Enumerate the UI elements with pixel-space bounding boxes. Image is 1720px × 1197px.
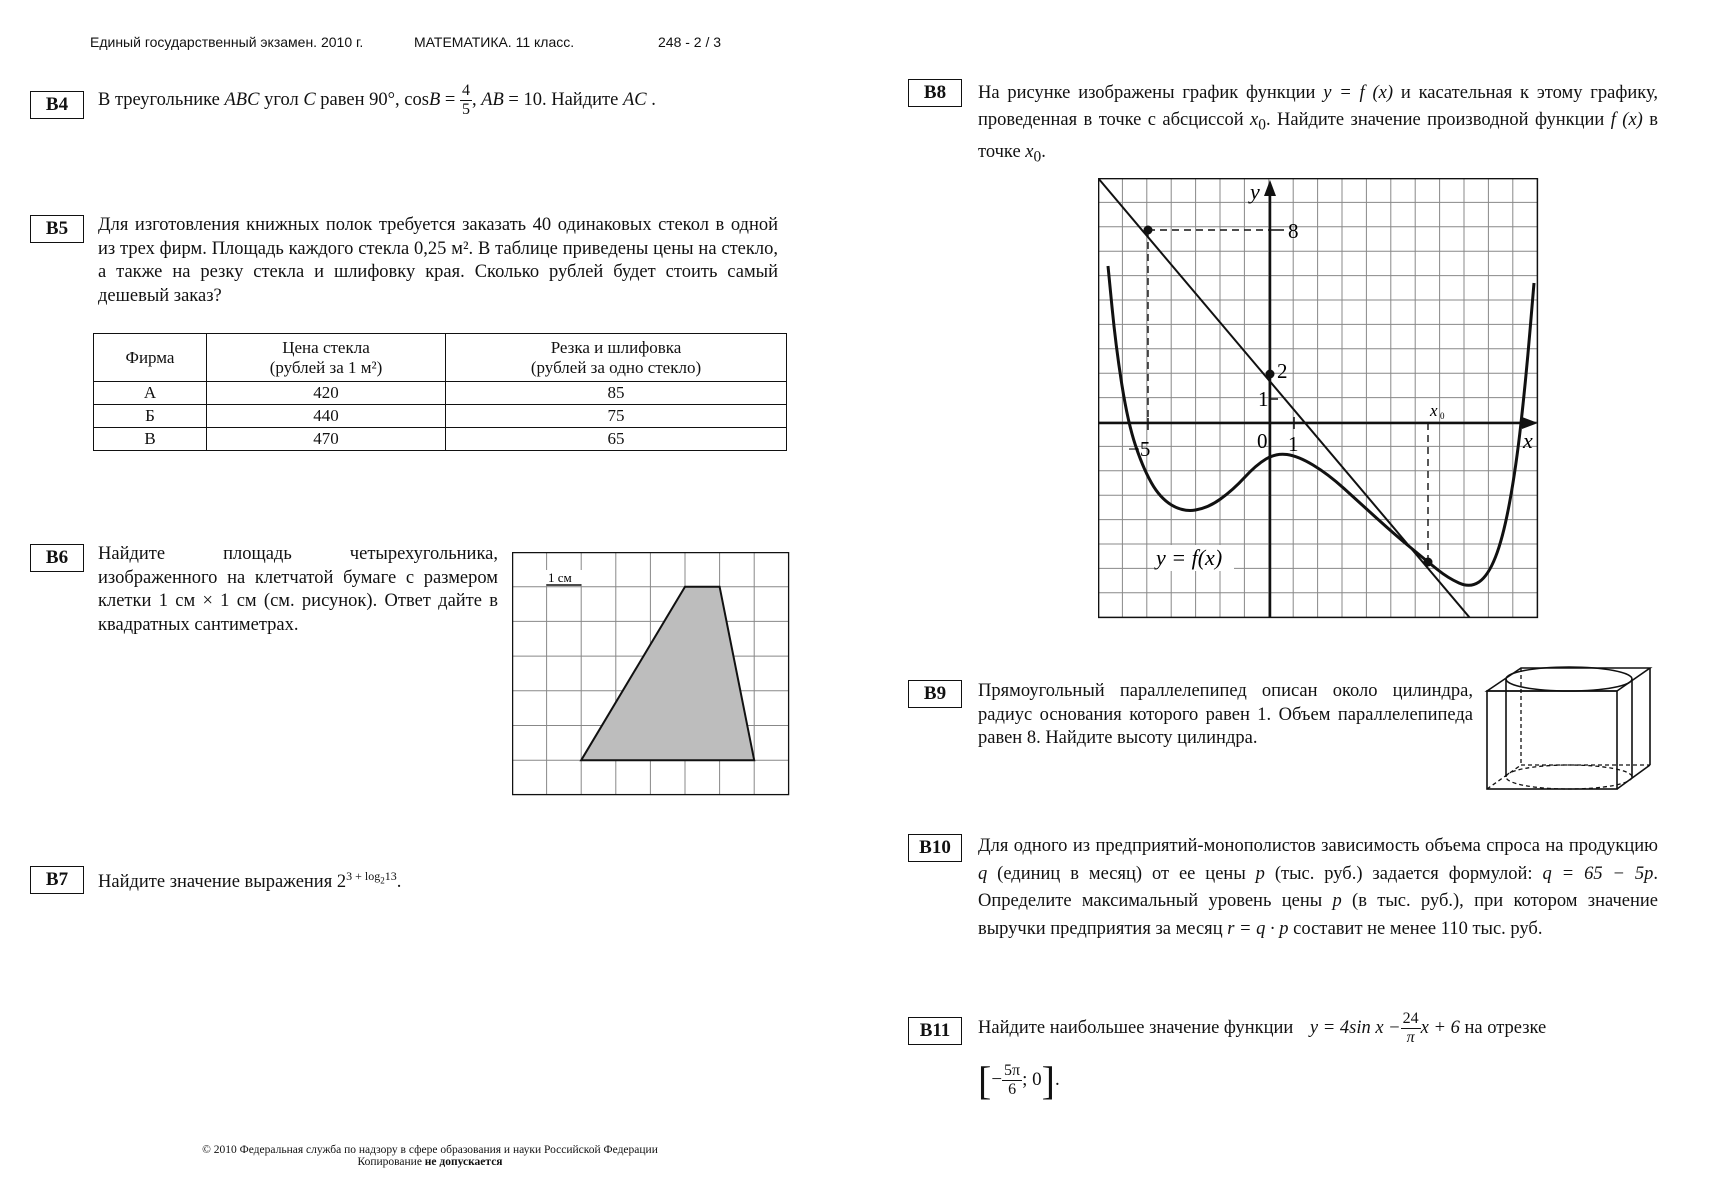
fraction-24-pi: $\frac{24}{\pi}$ [1402, 1010, 1419, 1046]
task-label-b7: B7 [30, 866, 84, 894]
task-b8-text: На рисунке изображены график функции y = f (x) и касательная к этому графику, проведенная в точке с абсциссой $x_0$. Найдите значение производной функции f (x) в точке $x_0$. [978, 83, 1658, 166]
quadrilateral-shape [581, 587, 754, 761]
svg-text:8: 8 [1288, 219, 1299, 243]
price-table [93, 333, 787, 451]
svg-text:1: 1 [1258, 387, 1269, 411]
header-exam: Единый государственный экзамен. 2010 г. [90, 34, 364, 50]
function-curve [1108, 266, 1534, 585]
col-price: Цена стекла (рублей за 1 м²) [207, 334, 446, 382]
svg-text:2: 2 [1277, 359, 1288, 383]
task-label-b6: B6 [30, 544, 84, 572]
cylinder-box-figure [1483, 664, 1653, 794]
task-b4-text: В треугольнике ABC угол C равен 90°, cosB = $\frac{4}{5}$ , AB = 10. Найдите AC . [98, 82, 656, 118]
fraction-5pi-6: $\frac{5\pi}{6}$ [1004, 1062, 1021, 1098]
task-label-b8: B8 [908, 79, 962, 107]
task-b10-text: Для одного из предприятий-монополистов зависимость объема спроса на продукцию q (единиц в месяц) от ее цены p (тыс. руб.) задается формулой: q = 65 − 5p. Определите максимальный уровень цены p (в тыс. руб.), при котором значение выручки предприятия за месяц r = q · p составит не менее 110 тыс. руб. [978, 836, 1659, 939]
task-label-b5: B5 [30, 215, 84, 243]
svg-text:−5: −5 [1128, 437, 1151, 461]
task-b7-text: Найдите значение выражения $2^{3 + log_213}$. [98, 869, 402, 893]
svg-text:0: 0 [1257, 429, 1268, 453]
task-b6-text: Найдите площадь четырехугольника, изображенного на клетчатой бумаге с размером клетки 1 см × 1 см (см. рисунок). Ответ дайте в квадратных сантиметрах. [98, 544, 498, 635]
graph-b8 [1098, 178, 1540, 620]
table-row: А 420 85 [94, 382, 787, 405]
header-page: 248 - 2 / 3 [658, 34, 722, 50]
task-b11-interval: [− $\frac{5\pi}{6}$ ; 0]. [978, 1057, 1060, 1103]
svg-text:y: y [1250, 179, 1260, 204]
header-subject: МАТЕМАТИКА. 11 класс. [414, 34, 575, 50]
grid-figure-b6 [512, 552, 791, 797]
task-label-b11: B11 [908, 1017, 962, 1045]
task-label-b4: B4 [30, 91, 84, 119]
task-b5-text: Для изготовления книжных полок требуется заказать 40 одинаковых стекол в одной из трех фирм. Площадь каждого стекла 0,25 м². В таблице приведены цены на стекло, а также на резку стекла и шлифовку края. Сколько рублей будет стоить самый дешевый заказ? [98, 215, 778, 306]
table-row: В 470 65 [94, 428, 787, 451]
table-row: Б 440 75 [94, 405, 787, 428]
col-firm: Фирма [94, 334, 207, 382]
task-label-b10: B10 [908, 834, 962, 862]
svg-text:0: 0 [1440, 411, 1445, 421]
col-cut: Резка и шлифовка (рублей за одно стекло) [446, 334, 787, 382]
svg-text:x: x [1523, 428, 1533, 453]
svg-text:1: 1 [1288, 432, 1299, 456]
svg-text:x: x [1430, 401, 1438, 420]
fraction-4-5: $\frac{4}{5}$ [461, 82, 470, 118]
task-label-b9: B9 [908, 680, 962, 708]
task-b9-text: Прямоугольный параллелепипед описан около цилиндра, радиус основания которого равен 1. Объем параллелепипеда равен 8. Найдите высоту цилиндра. [978, 681, 1473, 748]
task-b11-text: Найдите наибольшее значение функции y = 4sin x − $\frac{24}{\pi}$ x + 6 на отрезке [978, 1010, 1547, 1046]
scale-label: 1 см [548, 570, 572, 585]
curve-label: y = f(x) [1156, 545, 1223, 570]
footer: © 2010 Федеральная служба по надзору в сфере образования и науки Российской Федерации Копирование не допускается [202, 1144, 658, 1168]
